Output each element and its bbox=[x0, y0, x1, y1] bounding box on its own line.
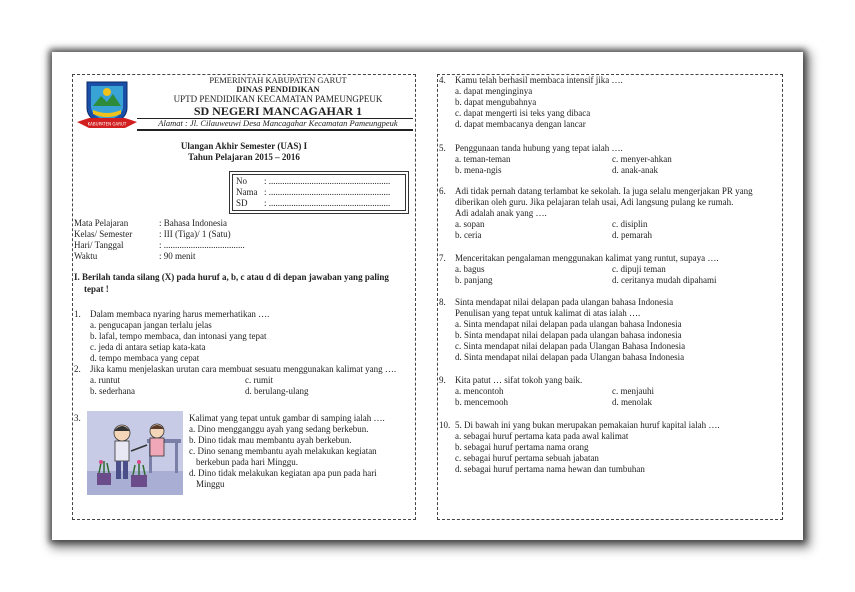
boy-helping-father-garden-picture bbox=[87, 411, 183, 495]
q7-option-b[interactable]: b. panjang bbox=[455, 275, 493, 285]
q6-option-b[interactable]: b. ceria bbox=[455, 230, 482, 240]
q5-option-d[interactable]: d. anak-anak bbox=[612, 165, 658, 175]
id-label-no: No bbox=[236, 176, 247, 186]
header-rule-bottom bbox=[137, 129, 413, 131]
q3-option-d-line2: Minggu bbox=[196, 479, 225, 489]
q1-option-b[interactable]: b. lafal, tempo membaca, dan intonasi yang tepat bbox=[90, 331, 267, 341]
q7-number: 7. bbox=[439, 253, 446, 263]
q4-option-a[interactable]: a. dapat menginginya bbox=[455, 86, 533, 96]
q8-number: 8. bbox=[439, 297, 446, 307]
svg-text:KABUPATEN GARUT: KABUPATEN GARUT bbox=[87, 121, 127, 127]
q10-option-c[interactable]: c. sebagai huruf pertama sebuah jabatan bbox=[455, 453, 599, 463]
q8-text-line2: Penulisan yang tepat untuk kalimat di atas ialah …. bbox=[455, 308, 641, 318]
q7-option-d[interactable]: d. ceritanya mudah dipahami bbox=[612, 275, 717, 285]
instruction-line-1: I. Berilah tanda silang (X) pada huruf a, b, c atau d di depan jawaban yang paling bbox=[74, 272, 389, 282]
right-column bbox=[437, 74, 783, 520]
q5-text: Penggunaan tanda hubung yang tepat ialah …. bbox=[455, 143, 623, 153]
q2-option-b[interactable]: b. sederhana bbox=[90, 386, 135, 396]
header-line-3: UPTD PENDIDIKAN KECAMATAN PAMEUNGPEUK bbox=[173, 94, 383, 104]
garut-logo-icon bbox=[75, 78, 139, 132]
q1-text: Dalam membaca nyaring harus memerhatikan …. bbox=[90, 309, 270, 319]
q2-option-c[interactable]: c. rumit bbox=[245, 375, 273, 385]
info-label-date: Hari/ Tanggal bbox=[74, 240, 124, 250]
header-line-1: PEMERINTAH KABUPATEN GARUT bbox=[209, 75, 347, 85]
q5-option-a[interactable]: a. teman-teman bbox=[455, 154, 511, 164]
info-label-subject: Mata Pelajaran bbox=[74, 218, 129, 228]
q1-option-d[interactable]: d. tempo membaca yang cepat bbox=[90, 353, 200, 363]
info-label-time: Waktu bbox=[74, 251, 98, 261]
school-name: SD NEGERI MANCAGAHAR 1 bbox=[193, 104, 363, 118]
q6-number: 6. bbox=[439, 186, 446, 196]
q3-option-d-line1[interactable]: d. Dino tidak melakukan kegiatan apa pun pada hari bbox=[189, 468, 377, 478]
exam-title: Ulangan Akhir Semester (UAS) I bbox=[180, 141, 308, 151]
exam-sheet bbox=[52, 52, 803, 540]
q1-option-a[interactable]: a. pengucapan jangan terlalu jelas bbox=[90, 320, 212, 330]
exam-year: Tahun Pelajaran 2015 – 2016 bbox=[188, 152, 300, 162]
q6-option-c[interactable]: c. disiplin bbox=[612, 219, 648, 229]
q9-option-c[interactable]: c. menjauhi bbox=[612, 386, 654, 396]
q1-option-c[interactable]: c. jeda di antara setiap kata-kata bbox=[90, 342, 206, 352]
q3-option-a[interactable]: a. Dino mengganggu ayah yang sedang berkebun. bbox=[189, 424, 369, 434]
info-value-class: : III (Tiga)/ 1 (Satu) bbox=[159, 229, 231, 239]
q8-option-a[interactable]: a. Sinta mendapat nilai delapan pada ulangan bahasa Indonesia bbox=[455, 319, 682, 329]
q8-text-line1: Sinta mendapat nilai delapan pada ulangan bahasa Indonesia bbox=[455, 297, 674, 307]
q8-option-d[interactable]: d. Sinta mendapat nilai delapan pada Ulangan bahasa Indonesia bbox=[455, 352, 685, 362]
q9-text: Kita patut … sifat tokoh yang baik. bbox=[455, 375, 583, 385]
q7-text: Menceritakan pengalaman menggunakan kalimat yang runtut, supaya …. bbox=[455, 253, 719, 263]
q6-text-line1: Adi tidak pernah datang terlambat ke sekolah. Ia juga selalu mengerjakan PR yang bbox=[455, 186, 753, 196]
school-address: Alamat : Jl. Cilauweuwi Desa Mancagahar Kecamatan Pameungpeuk bbox=[158, 118, 398, 128]
q9-option-a[interactable]: a. mencontoh bbox=[455, 386, 504, 396]
q10-option-b[interactable]: b. sebagai huruf pertama nama orang bbox=[455, 442, 589, 452]
q7-option-c[interactable]: c. dipuji teman bbox=[612, 264, 666, 274]
info-value-subject: : Bahasa Indonesia bbox=[159, 218, 227, 228]
student-id-box bbox=[229, 171, 409, 214]
q3-option-c-line2: berkebun pada hari Minggu. bbox=[196, 457, 298, 467]
q4-option-d[interactable]: d. dapat membacanya dengan lancar bbox=[455, 119, 586, 129]
q9-number: 9. bbox=[439, 375, 446, 385]
q9-option-d[interactable]: d. menolak bbox=[612, 397, 652, 407]
q5-option-b[interactable]: b. mena-ngis bbox=[455, 165, 502, 175]
q10-number: 10. bbox=[439, 420, 451, 430]
info-value-time: : 90 menit bbox=[159, 251, 196, 261]
q4-option-c[interactable]: c. dapat mengerti isi teks yang dibaca bbox=[455, 108, 591, 118]
q6-option-a[interactable]: a. sopan bbox=[455, 219, 485, 229]
q9-option-b[interactable]: b. mencemooh bbox=[455, 397, 508, 407]
q6-text-line2: diberikan oleh guru. Jika pelajaran telah usai, Adi langsung pulang ke rumah. bbox=[455, 197, 734, 207]
q3-number: 3. bbox=[74, 413, 81, 423]
q4-text: Kamu telah berhasil membaca intensif jika …. bbox=[455, 75, 623, 85]
id-value-nama[interactable]: : ...................................................... bbox=[264, 187, 391, 197]
header-line-2: DINAS PENDIDIKAN bbox=[236, 84, 320, 94]
q2-option-d[interactable]: d. berulang-ulang bbox=[245, 386, 309, 396]
q5-number: 5. bbox=[439, 143, 446, 153]
q3-option-b[interactable]: b. Dino tidak mau membantu ayah berkebun. bbox=[189, 435, 352, 445]
q1-number: 1. bbox=[74, 309, 81, 319]
q3-option-c-line1[interactable]: c. Dino senang membantu ayah melakukan kegiatan bbox=[189, 446, 377, 456]
q3-text: Kalimat yang tepat untuk gambar di samping ialah …. bbox=[189, 413, 385, 423]
q7-option-a[interactable]: a. bagus bbox=[455, 264, 485, 274]
q4-number: 4. bbox=[439, 75, 446, 85]
q10-option-d[interactable]: d. sebagai huruf pertama nama hewan dan tumbuhan bbox=[455, 464, 645, 474]
q2-number: 2. bbox=[74, 364, 81, 374]
q8-option-c[interactable]: c. Sinta mendapat nilai delapan pada Ulangan Bahasa Indonesia bbox=[455, 341, 686, 351]
q8-option-b[interactable]: b. Sinta mendapat nilai delapan pada ulangan bahasa indonesia bbox=[455, 330, 682, 340]
q2-text: Jika kamu menjelaskan urutan cara membuat sesuatu menggunakan kalimat yang …. bbox=[90, 364, 397, 374]
q10-text: 5. Di bawah ini yang bukan merupakan pemakaian huruf kapital ialah …. bbox=[455, 420, 720, 430]
id-value-sd[interactable]: : ...................................................... bbox=[264, 198, 391, 208]
info-value-date[interactable]: : .................................... bbox=[159, 240, 245, 250]
id-value-no[interactable]: : ...................................................... bbox=[264, 176, 391, 186]
id-label-sd: SD bbox=[236, 198, 248, 208]
q4-option-b[interactable]: b. dapat mengubahnya bbox=[455, 97, 537, 107]
id-label-nama: Nama bbox=[236, 187, 258, 197]
info-label-class: Kelas/ Semester bbox=[74, 229, 133, 239]
q6-option-d[interactable]: d. pemarah bbox=[612, 230, 652, 240]
instruction-line-2: tepat ! bbox=[84, 284, 109, 294]
q5-option-c[interactable]: c. menyer-ahkan bbox=[612, 154, 672, 164]
q2-option-a[interactable]: a. runtut bbox=[90, 375, 120, 385]
q10-option-a[interactable]: a. sebagai huruf pertama kata pada awal kalimat bbox=[455, 431, 629, 441]
left-column bbox=[72, 74, 416, 520]
q6-text-line3: Adi adalah anak yang …. bbox=[455, 208, 547, 218]
